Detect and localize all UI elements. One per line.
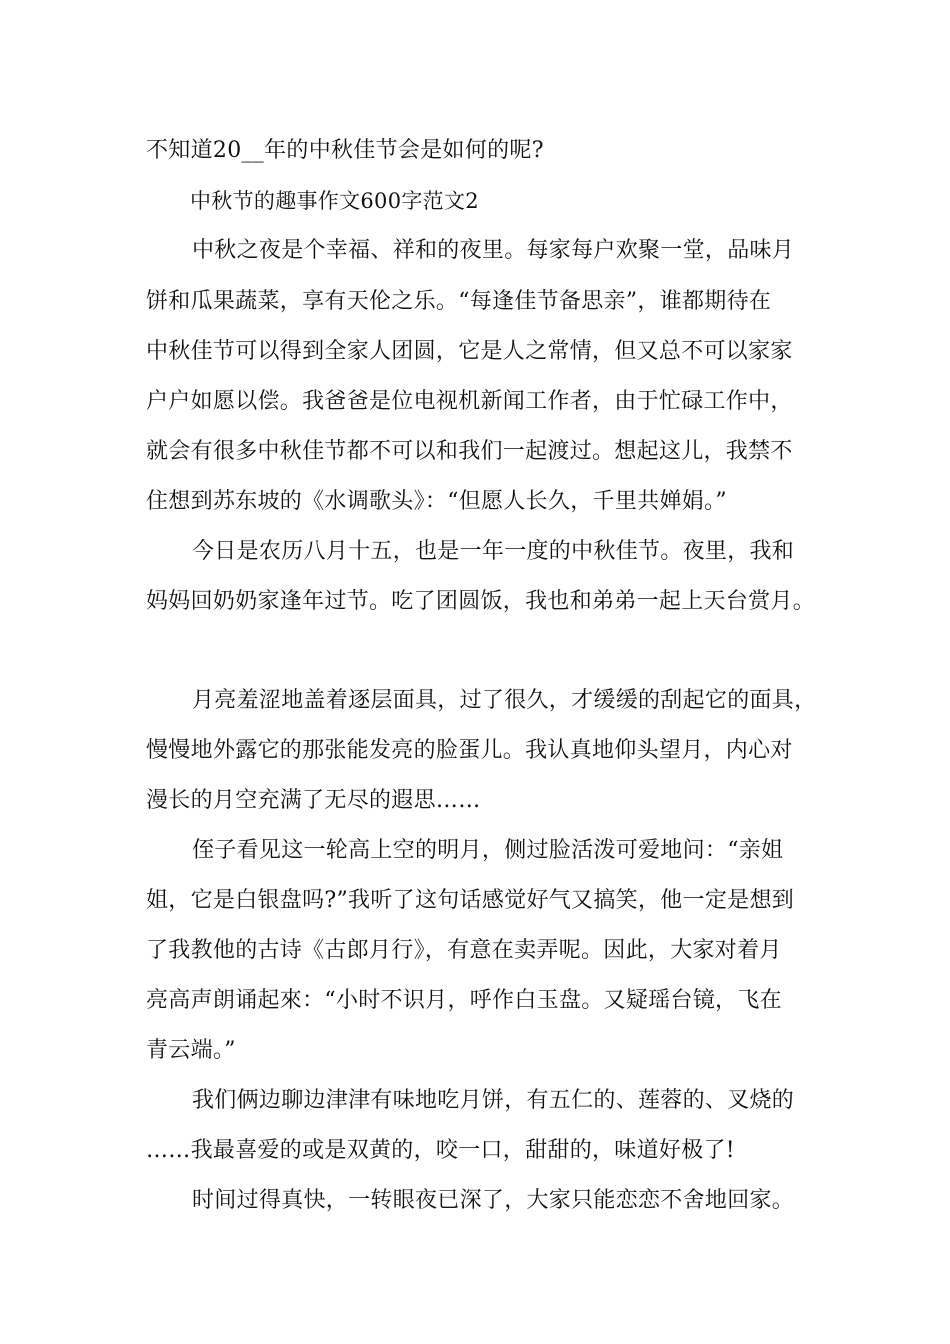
paragraph-line: 了我教他的古诗《古郎月行》，有意在卖弄呢。因此，大家对着月 <box>146 938 782 963</box>
paragraph-line: 今日是农历八月十五，也是一年一度的中秋佳节。夜里，我和 <box>192 539 795 564</box>
paragraph-line: 妈妈回奶奶家逢年过节。吃了团圆饭，我也和弟弟一起上天台赏月。 <box>146 589 816 614</box>
text-line: 不知道20__年的中秋佳节会是如何的呢? <box>146 138 544 163</box>
paragraph-line: 青云端。” <box>146 1038 236 1063</box>
paragraph-line: 我们俩边聊边津津有味地吃月饼，有五仁的、莲蓉的、叉烧的 <box>192 1088 795 1113</box>
paragraph-line: 亮高声朗诵起來：“小时不识月，呼作白玉盘。又疑瑶台镜，飞在 <box>146 988 782 1013</box>
paragraph-line: 户户如愿以偿。我爸爸是位电视机新闻工作者，由于忙碌工作中， <box>146 389 793 414</box>
paragraph-line: 就会有很多中秋佳节都不可以和我们一起渡过。想起这儿，我禁不 <box>146 439 793 464</box>
paragraph-line: 漫长的月空充满了无尽的遐思…… <box>146 788 481 813</box>
paragraph-line: 中秋之夜是个幸福、祥和的夜里。每家每户欢聚一堂，品味月 <box>192 238 795 263</box>
paragraph-line: ……我最喜爱的或是双黄的，咬一口，甜甜的，味道好极了! <box>146 1138 735 1163</box>
paragraph-line: 住想到苏东坡的《水调歌头》：“但愿人长久，千里共婵娟。” <box>146 489 727 514</box>
paragraph-line: 饼和瓜果蔬菜，享有天伦之乐。“每逢佳节备思亲”，谁都期待在 <box>146 289 772 314</box>
section-title: 中秋节的趣事作文600字范文2 <box>190 189 479 213</box>
paragraph-line: 侄子看见这一轮高上空的明月，侧过脸活泼可爱地问：“亲姐 <box>192 838 784 863</box>
paragraph-line: 中秋佳节可以得到全家人团圆，它是人之常情，但又总不可以家家 <box>146 339 793 364</box>
paragraph-line: 月亮羞涩地盖着逐层面具，过了很久，才缓缓的刮起它的面具， <box>192 688 817 713</box>
paragraph-line: 姐，它是白银盘吗?”我听了这句话感觉好气又搞笑，他一定是想到 <box>146 888 795 913</box>
paragraph-line: 慢慢地外露它的那张能发亮的脸蛋儿。我认真地仰头望月，内心对 <box>146 738 793 763</box>
paragraph-line: 时间过得真快，一转眼夜已深了，大家只能恋恋不舍地回家。 <box>192 1188 795 1213</box>
